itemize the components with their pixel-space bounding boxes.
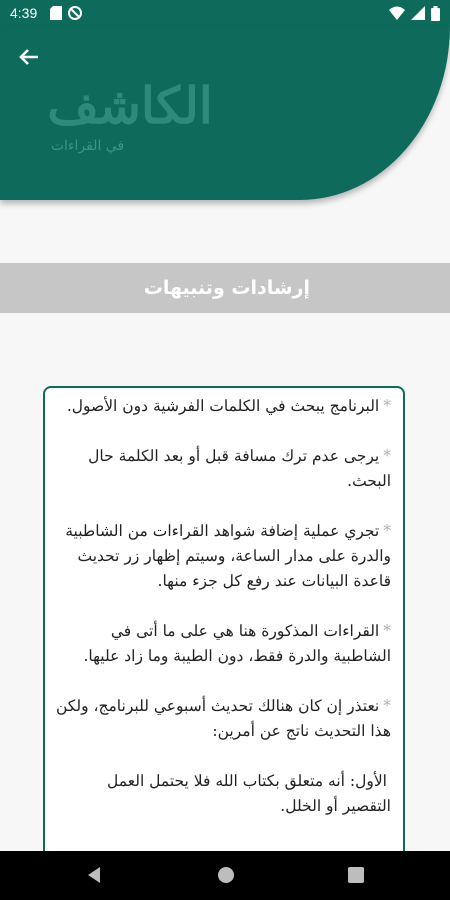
section-title: إرشادات وتنبيهات [143, 277, 310, 299]
note-bullet: * [383, 522, 391, 540]
sync-icon [68, 6, 82, 20]
note-text: البرنامج يبحث في الكلمات الفرشية دون الأصول. [66, 397, 380, 415]
note-bullet: * [383, 622, 391, 640]
notes-content [45, 388, 403, 819]
nav-back-icon[interactable] [85, 866, 103, 884]
note-item [55, 619, 391, 669]
note-bullet: * [383, 447, 391, 465]
nav-recent-icon[interactable] [347, 866, 365, 884]
status-right-icons [389, 6, 440, 21]
note-bullet: * [383, 397, 391, 415]
nav-home-icon[interactable] [217, 866, 235, 884]
back-button[interactable] [14, 42, 44, 72]
status-time: 4:39 [10, 5, 38, 21]
note-text: تجري عملية إضافة شواهد القراءات من الشاطبية والدرة على مدار الساعة، وسيتم إظهار زر تحديث قاعدة البيانات عند رفع كل جزء منها. [65, 522, 391, 590]
section-header [0, 263, 450, 313]
logo-subtitle: في القراءات [50, 138, 125, 154]
wifi-icon [389, 6, 405, 20]
note-item [55, 394, 391, 419]
logo-title: الكاشف [47, 76, 213, 135]
note-item [55, 694, 391, 744]
note-text: الأول: أنه متعلق بكتاب الله فلا يحتمل العمل التقصير أو الخلل. [107, 772, 391, 815]
note-item [55, 444, 391, 494]
sd-card-icon [50, 6, 62, 20]
note-text: نعتذر إن كان هنالك تحديث أسبوعي للبرنامج، ولكن هذا التحديث ناتج عن أمرين: [56, 697, 391, 740]
note-bullet: * [383, 697, 391, 715]
status-left-icons [50, 6, 82, 20]
app-header [0, 26, 450, 200]
signal-icon [411, 6, 425, 20]
note-item [55, 769, 391, 819]
status-bar [0, 0, 450, 26]
note-text: القراءات المذكورة هنا هي على ما أتى في الشاطبية والدرة فقط، دون الطيبة وما زاد عليها. [83, 622, 391, 665]
note-text: يرجى عدم ترك مسافة قبل أو بعد الكلمة حال البحث. [88, 447, 391, 490]
navigation-bar [0, 851, 450, 900]
note-item [55, 519, 391, 594]
arrow-left-icon [14, 42, 44, 72]
battery-icon [431, 6, 440, 21]
notes-box[interactable] [43, 386, 405, 886]
